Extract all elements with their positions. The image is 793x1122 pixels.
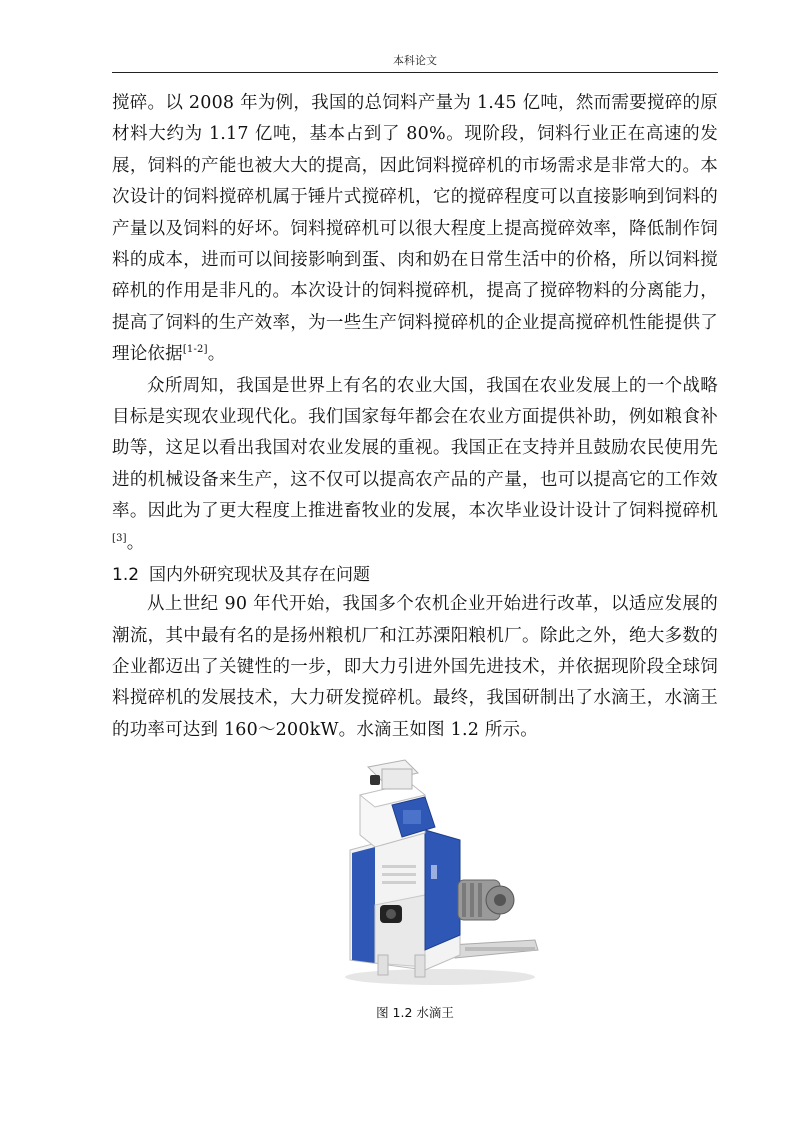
paragraph-1-end: 。	[207, 344, 226, 365]
section-title: 国内外研究现状及其存在问题	[149, 565, 371, 586]
header-rule	[112, 72, 718, 73]
section-number: 1.2	[112, 565, 140, 586]
figure-hammer-mill	[330, 755, 540, 991]
body-content	[112, 88, 718, 746]
page-header: 本科论文	[393, 54, 437, 67]
section-heading	[112, 561, 718, 589]
paragraph-2-end: 。	[126, 532, 145, 553]
paragraph-1	[112, 88, 718, 371]
citation-3[interactable]: [3]	[112, 532, 127, 544]
figure-caption: 图 1.2 水滴王	[376, 1005, 454, 1020]
hammer-mill-illustration	[330, 755, 540, 991]
paragraph-1-text: 搅碎。以 2008 年为例，我国的总饲料产量为 1.45 亿吨，然而需要搅碎的原材料大约为 1.17 亿吨，基本占到了 80%。现阶段，饲料行业正在高速的发展，饲料的产能也被大大的提高，因此饲料搅碎机的市场需求是非常大的。本次设计的饲料搅碎机属于锤片式搅碎机，它的搅碎程度可以直接影响到饲料的产量以及饲料的好坏。饲料搅碎机可以很大程度上提高搅碎效率，降低制作饲料的成本，进而可以间接影响到蛋、肉和奶在日常生活中的价格，所以饲料搅碎机的作用是非凡的。本次设计的饲料搅碎机，提高了搅碎物料的分离能力，提高了饲料的生产效率，为一些生产饲料搅碎机的企业提高搅碎机性能提供了理论依据	[112, 93, 718, 365]
paragraph-2-text: 众所周知，我国是世界上有名的农业大国，我国在农业发展上的一个战略目标是实现农业现代化。我们国家每年都会在农业方面提供补助，例如粮食补助等，这足以看出我国对农业发展的重视。我国正在支持并且鼓励农民使用先进的机械设备来生产，这不仅可以提高农产品的产量，也可以提高它的工作效率。因此为了更大程度上推进畜牧业的发展，本次毕业设计设计了饲料搅碎机	[112, 375, 718, 522]
paragraph-2	[112, 371, 718, 559]
citation-1-2[interactable]: [1-2]	[182, 344, 208, 356]
paragraph-3: 从上世纪 90 年代开始，我国多个农机企业开始进行改革，以适应发展的潮流，其中最有名的是扬州粮机厂和江苏溧阳粮机厂。除此之外，绝大多数的企业都迈出了关键性的一步，即大力引进外国先进技术，并依据现阶段全球饲料搅碎机的发展技术，大力研发搅碎机。最终，我国研制出了水滴王，水滴王的功率可达到 160～200kW。水滴王如图 1.2 所示。	[112, 594, 718, 740]
